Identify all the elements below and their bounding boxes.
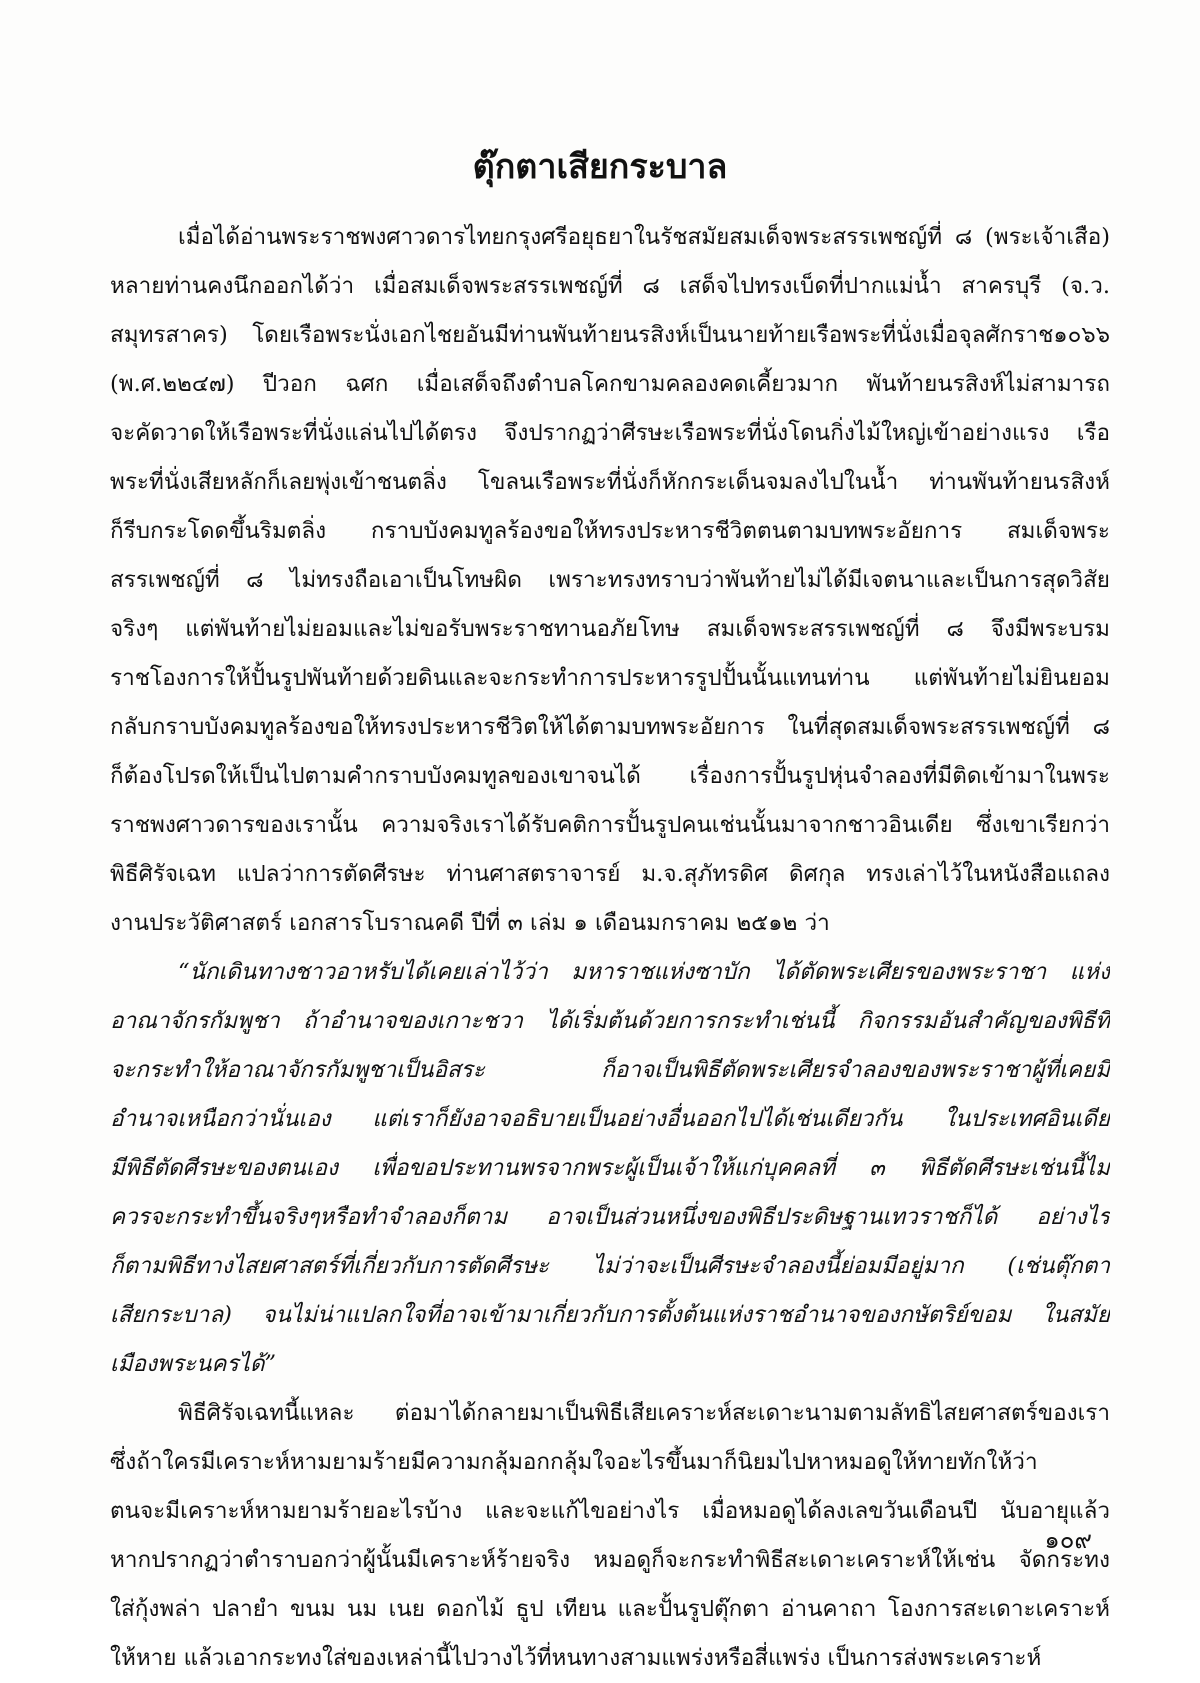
text-line: ก็ตามพิธีทางไสยศาสตร์ที่เกี่ยวกับการตัดศีรษะ ไม่ว่าจะเป็นศีรษะจำลองนี้ย่อมมีอยู่มาก (เช่นตุ๊กตา [110,1253,1110,1279]
text-line: สมุทรสาคร) โดยเรือพระนั่งเอกไชยอันมีท่านพันท้ายนรสิงห์เป็นนายท้ายเรือพระที่นั่งเมื่อจุลศักราช๑๐๖๖ [110,322,1110,348]
text-line: เมืองพระนครได้” [110,1351,276,1377]
page-title: ตุ๊กตาเสียกระบาล [472,147,728,187]
body-text [110,213,1110,1683]
text-line: ใส่กุ้งพล่า ปลายำ ขนม นม เนย ดอกไม้ ธูป เทียน และปั้นรูปตุ๊กตา อ่านคาถา โองการสะเดาะเคราะห์ [110,1596,1110,1622]
text-line: ราชพงศาวดารของเรานั้น ความจริงเราได้รับคติการปั้นรูปคนเช่นนั้นมาจากชาวอินเดีย ซึ่งเขาเรียกว่า [110,812,1110,838]
text-line: ก็ต้องโปรดให้เป็นไปตามคำกราบบังคมทูลของเขาจนได้ เรื่องการปั้นรูปหุ่นจำลองที่มีติดเข้ามาในพระ [110,763,1110,789]
text-line: ก็รีบกระโดดขึ้นริมตลิ่ง กราบบังคมทูลร้องขอให้ทรงประหารชีวิตตนตามบทพระอัยการ สมเด็จพระ [110,518,1110,544]
text-line: ให้หาย แล้วเอากระทงใส่ของเหล่านี้ไปวางไว้ที่หนทางสามแพร่งหรือสี่แพร่ง เป็นการส่งพระเคราะห์ [110,1645,1042,1671]
text-line: เมื่อได้อ่านพระราชพงศาวดารไทยกรุงศรีอยุธยาในรัชสมัยสมเด็จพระสรรเพชญ์ที่ ๘ (พระเจ้าเสือ) [178,224,1110,250]
paragraph [110,213,1110,948]
text-line: ราชโองการให้ปั้นรูปพันท้ายด้วยดินและจะกระทำการประหารรูปปั้นนั้นแทนท่าน แต่พันท้ายไม่ยินยอม [110,665,1110,691]
text-line: จริงๆ แต่พันท้ายไม่ยอมและไม่ขอรับพระราชทานอภัยโทษ สมเด็จพระสรรเพชญ์ที่ ๘ จึงมีพระบรม [110,616,1110,642]
page-number: ๑๐๙ [1044,1526,1092,1554]
text-line: อำนาจเหนือกว่านั่นเอง แต่เราก็ยังอาจอธิบายเป็นอย่างอื่นออกไปได้เช่นเดียวกัน ในประเทศอินเดีย [110,1106,1110,1132]
text-line: “นักเดินทางชาวอาหรับได้เคยเล่าไว้ว่า มหาราชแห่งซาบัก ได้ตัดพระเศียรของพระราชา แห่ง [178,959,1110,985]
text-line: เสียกระบาล) จนไม่น่าแปลกใจที่อาจเข้ามาเกี่ยวกับการตั้งต้นแห่งราชอำนาจของกษัตริย์ขอม ในสมัย [110,1302,1110,1328]
text-line: ควรจะกระทำขึ้นจริงๆหรือทำจำลองก็ตาม อาจเป็นส่วนหนึ่งของพิธีประดิษฐานเทวราชก็ได้ อย่างไร [110,1204,1110,1230]
text-line: อาณาจักรกัมพูชา ถ้าอำนาจของเกาะชวา ได้เริ่มต้นด้วยการกระทำเช่นนี้ กิจกรรมอันสำคัญของพิธีที่ [110,1008,1110,1034]
quotation-paragraph [110,948,1110,1389]
text-line: สรรเพชญ์ที่ ๘ ไม่ทรงถือเอาเป็นโทษผิด เพราะทรงทราบว่าพันท้ายไม่ได้มีเจตนาและเป็นการสุดวิสัย [110,567,1110,593]
text-line: ตนจะมีเคราะห์หามยามร้ายอะไรบ้าง และจะแก้ไขอย่างไร เมื่อหมอดูได้ลงเลขวันเดือนปี นับอายุแล้ว [110,1498,1110,1524]
text-line: หากปรากฏว่าตำราบอกว่าผู้นั้นมีเคราะห์ร้ายจริง หมอดูก็จะกระทำพิธีสะเดาะเคราะห์ให้เช่น จัดกระทง [110,1547,1110,1573]
text-line: จะคัดวาดให้เรือพระที่นั่งแล่นไปได้ตรง จึงปรากฏว่าศีรษะเรือพระที่นั่งโดนกิ่งไม้ใหญ่เข้าอย่างแรง เรือ [110,420,1110,446]
text-line: พระที่นั่งเสียหลักก็เลยพุ่งเข้าชนตลิ่ง โขลนเรือพระที่นั่งก็หักกระเด็นจมลงไปในน้ำ ท่านพันท้ายนรสิงห์ [110,469,1110,495]
text-line: จะกระทำให้อาณาจักรกัมพูชาเป็นอิสระ ก็อาจเป็นพิธีตัดพระเศียรจำลองของพระราชาผู้ที่เคยมี [110,1057,1110,1083]
text-line: ซึ่งถ้าใครมีเคราะห์หามยามร้ายมีความกลุ้มอกกลุ้มใจอะไรขึ้นมาก็นิยมไปหาหมอดูให้ทายทักให้ว่า [110,1449,1038,1475]
text-line: พิธีศิรัจเฉทนี้แหละ ต่อมาได้กลายมาเป็นพิธีเสียเคราะห์สะเดาะนามตามลัทธิไสยศาสตร์ของเรา [178,1400,1110,1426]
text-line: มีพิธีตัดศีรษะของตนเอง เพื่อขอประทานพรจากพระผู้เป็นเจ้าให้แก่บุคคลที่ ๓ พิธีตัดศีรษะเช่นนี้ไม่ [110,1155,1110,1181]
text-line: งานประวัติศาสตร์ เอกสารโบราณคดี ปีที่ ๓ เล่ม ๑ เดือนมกราคม ๒๕๑๒ ว่า [110,910,830,936]
text-line: กลับกราบบังคมทูลร้องขอให้ทรงประหารชีวิตให้ได้ตามบทพระอัยการ ในที่สุดสมเด็จพระสรรเพชญ์ที่ ๘ [110,714,1110,740]
text-line: (พ.ศ.๒๒๔๗) ปีวอก ฉศก เมื่อเสด็จถึงตำบลโคกขามคลองคดเคี้ยวมาก พันท้ายนรสิงห์ไม่สามารถ [110,371,1110,397]
paragraph [110,1389,1110,1683]
text-line: หลายท่านคงนึกออกได้ว่า เมื่อสมเด็จพระสรรเพชญ์ที่ ๘ เสด็จไปทรงเบ็ดที่ปากแม่น้ำ สาครบุรี (จ.ว. [110,273,1110,299]
text-line: พิธีศิรัจเฉท แปลว่าการตัดศีรษะ ท่านศาสตราจารย์ ม.จ.สุภัทรดิศ ดิศกุล ทรงเล่าไว้ในหนังสือแถลง [110,861,1110,887]
